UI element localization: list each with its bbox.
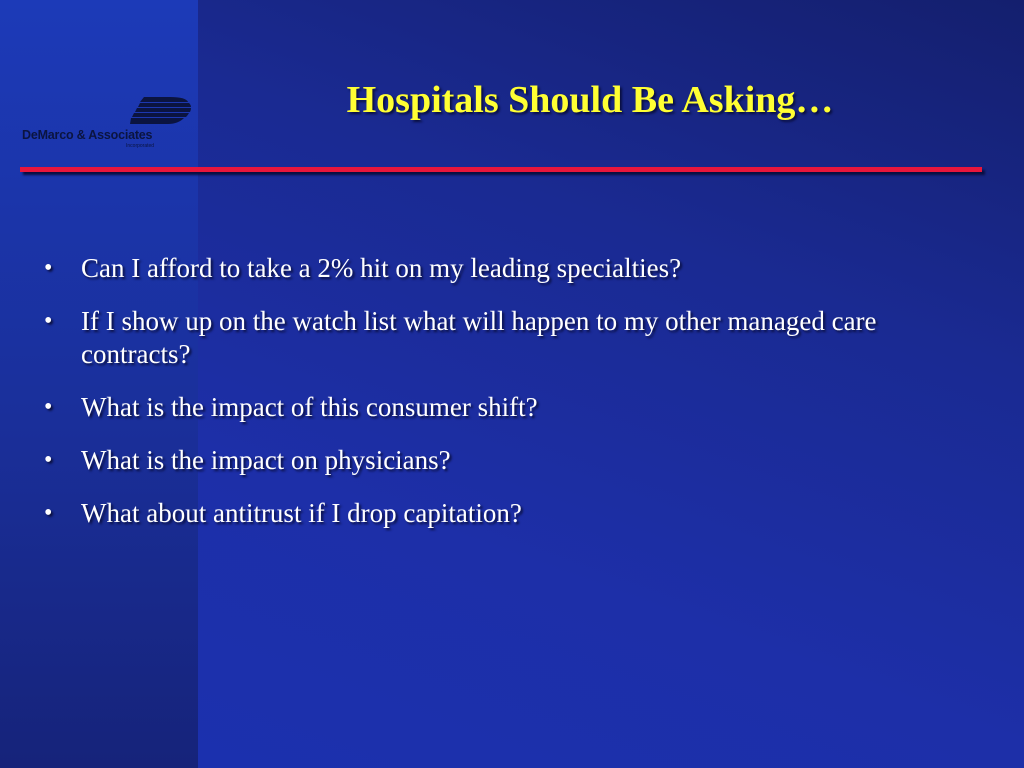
bullet-item <box>44 305 974 371</box>
bullet-icon: • <box>44 255 53 281</box>
bullet-text: What about antitrust if I drop capitation? <box>81 498 522 528</box>
bullet-item <box>44 444 974 477</box>
bullet-icon: • <box>44 447 53 473</box>
bullet-item <box>44 252 974 285</box>
bullet-text: If I show up on the watch list what will happen to my other managed care contracts? <box>81 306 877 369</box>
bullet-text: What is the impact of this consumer shift? <box>81 392 538 422</box>
slide-title: Hospitals Should Be Asking… <box>346 79 834 121</box>
company-name: DeMarco & Associates <box>22 128 153 142</box>
company-logo <box>18 92 188 154</box>
striped-d-logo-icon <box>130 96 200 126</box>
title-divider <box>20 167 982 172</box>
company-subtitle: Incorporated <box>126 143 155 149</box>
bullet-text: Can I afford to take a 2% hit on my leading specialties? <box>81 253 682 283</box>
bullet-item <box>44 391 974 424</box>
bullet-list <box>44 252 974 550</box>
bullet-icon: • <box>44 500 53 526</box>
bullet-item <box>44 497 974 530</box>
bullet-text: What is the impact on physicians? <box>81 445 451 475</box>
bullet-icon: • <box>44 308 53 334</box>
bullet-icon: • <box>44 394 53 420</box>
